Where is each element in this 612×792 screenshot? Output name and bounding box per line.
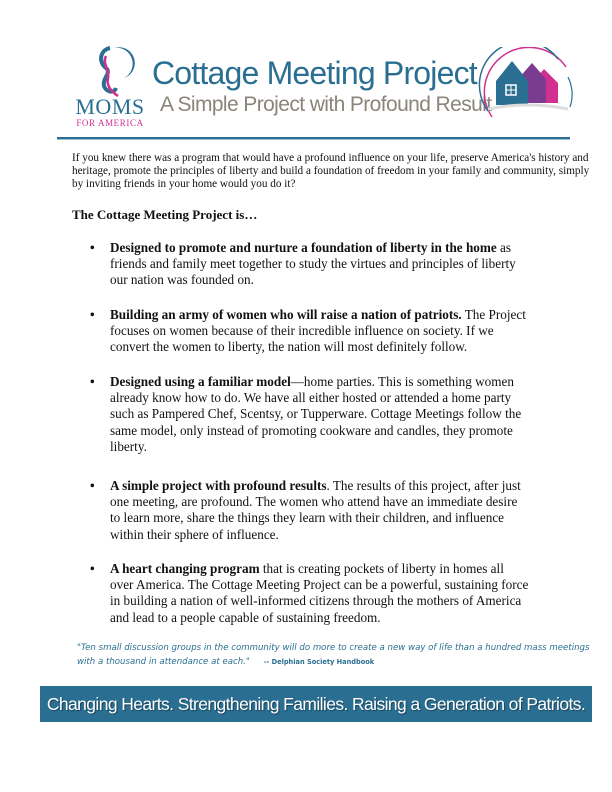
- list-item-text: as friends and family meet together to study the virtues and principles of liberty our nation was founded on.: [110, 240, 516, 288]
- bullet-icon: •: [90, 307, 95, 322]
- list-item: [90, 374, 530, 455]
- bullet-icon: •: [90, 478, 95, 493]
- bullet-icon: •: [90, 561, 95, 576]
- houses-logo-icon: [478, 47, 578, 127]
- page-title: Cottage Meeting Project: [152, 55, 477, 91]
- quote-block: [77, 641, 607, 669]
- list-item-bold: A heart changing program: [110, 561, 260, 576]
- list-item: [90, 478, 530, 543]
- moms-for-america-logo-icon: [80, 44, 140, 100]
- list-item-bold: Designed to promote and nurture a foundation of liberty in the home: [110, 240, 497, 255]
- banner-text: Changing Hearts. Strengthening Families. Raising a Generation of Patriots.: [46, 693, 586, 714]
- list-item-text: —home parties. This is something women already know how to do. We have all either hosted or attended a home party such as Pampered Chef, Scentsy, or Tupperware. Cottage Meetings follow the same model, only instead of promoting cookware and candles, they promote liberty.: [110, 374, 522, 454]
- houses-logo: [478, 47, 578, 127]
- moms-for-america-logo: [70, 44, 160, 128]
- quote-text: "Ten small discussion groups in the community will do more to create a new way of life than a hundred mass meetings with a thousand in attendance at each.": [77, 643, 590, 667]
- list-item: [90, 561, 530, 626]
- list-item-text: that is creating pockets of liberty in homes all over America. The Cottage Meeting Project can be a powerful, sustaining force in building a nation of well-informed citizens through the mothers of America and lead to a people capable of sustaining freedom.: [110, 561, 529, 625]
- list-item-bold: A simple project with profound results: [110, 478, 327, 493]
- list-item-bold: Building an army of women who will raise a nation of patriots.: [110, 307, 462, 322]
- page-subtitle: A Simple Project with Profound Result: [160, 93, 492, 116]
- list-item-bold: Designed using a familiar model: [110, 374, 291, 389]
- logo-subword: FOR AMERICA: [76, 118, 144, 128]
- logo-word: MOMS: [75, 94, 145, 119]
- header-divider: [57, 137, 570, 139]
- list-item: [90, 307, 530, 356]
- bullet-icon: •: [90, 374, 95, 389]
- list-item: [90, 240, 530, 289]
- list-item-text: . The results of this project, after just one meeting, are profound. The women who attend have an immediate desire to learn more, share the things they learn with their children, and influence within their sphere of influence.: [110, 478, 521, 542]
- quote-source: -- Delphian Society Handbook: [263, 658, 375, 666]
- footer-banner: [40, 686, 592, 722]
- section-heading: The Cottage Meeting Project is…: [72, 207, 258, 222]
- intro-paragraph: If you knew there was a program that would have a profound influence on your life, preserve America's history and heritage, promote the principles of liberty and build a foundation of freedom in your family and community, simply by inviting friends in your home would you do it?: [72, 152, 590, 191]
- bullet-icon: •: [90, 240, 95, 255]
- list-item-text: The Project focuses on women because of their incredible influence on society. If we convert the women to liberty, the nation will most definitely follow.: [110, 307, 526, 355]
